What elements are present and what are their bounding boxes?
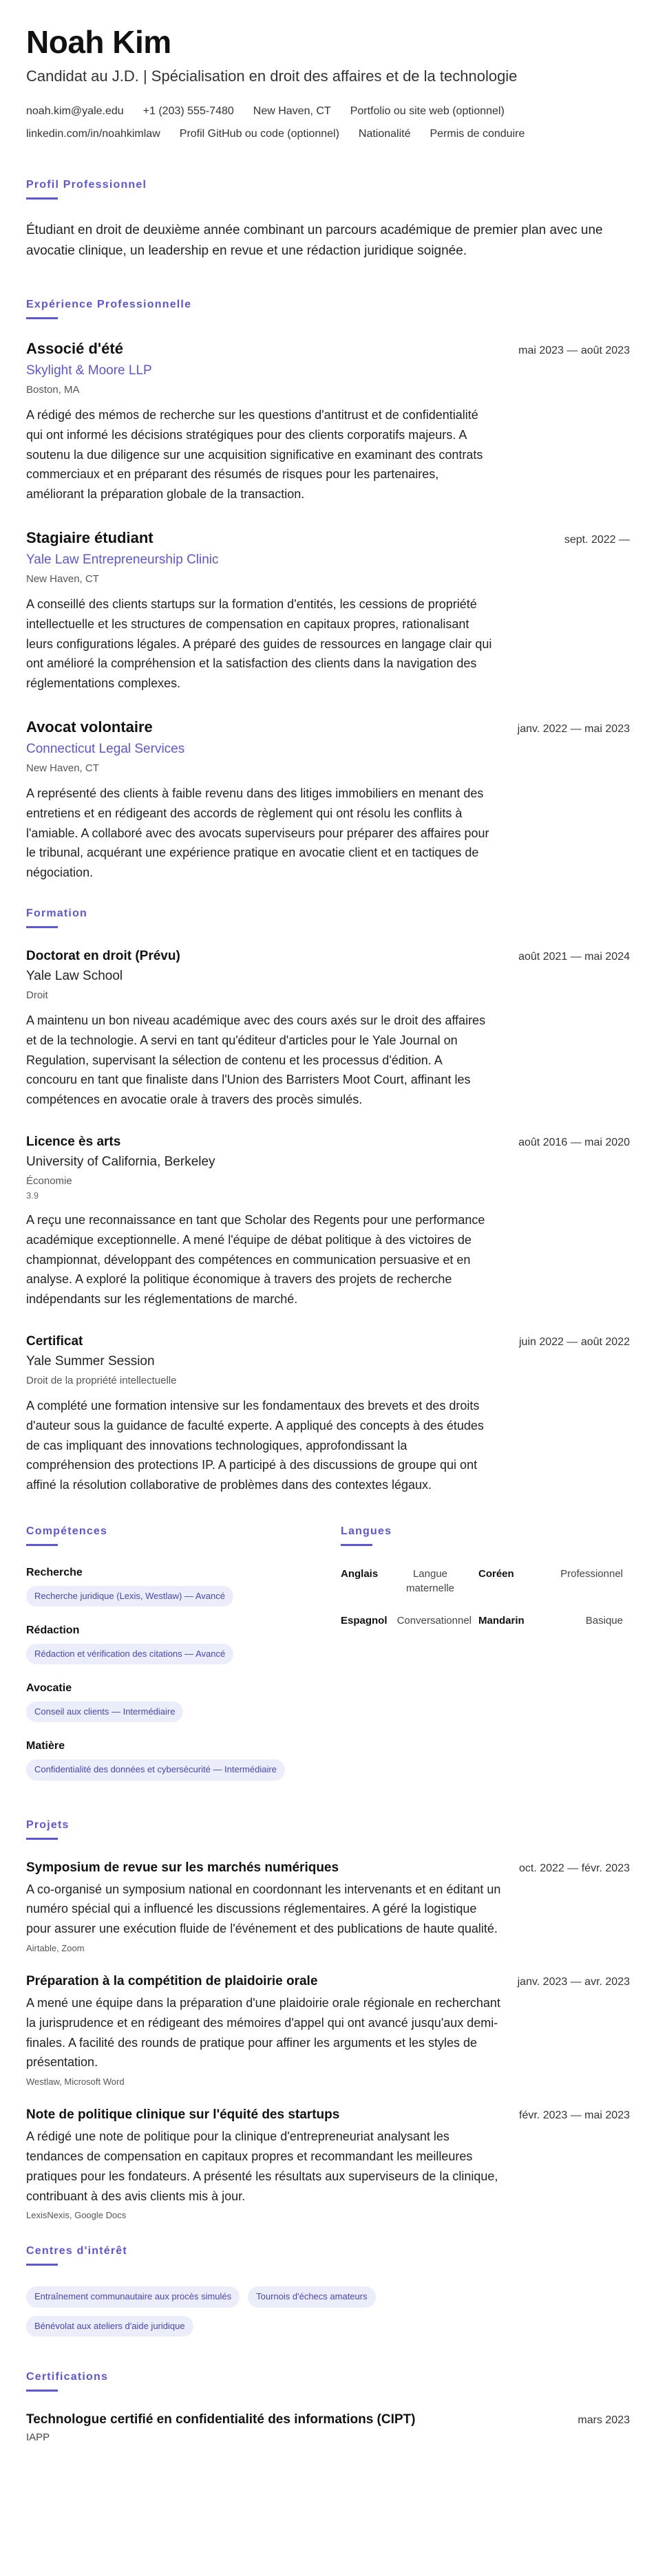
projects-section bbox=[26, 1819, 630, 2221]
project-dates: oct. 2022 — févr. 2023 bbox=[519, 1862, 630, 1874]
job-description: A rédigé des mémos de recherche sur les questions d'antitrust et de confidentialité qui ont informé les décisions stratégiques pour des clients corporatifs majeurs. A soutenu la due diligence sur une acquisition significative en examinant des contrats commerciaux et en préparant des résumés de risques pour les partenaires, améliorant la préparation globale de la transaction. bbox=[26, 408, 483, 502]
section-divider bbox=[26, 1544, 58, 1546]
skill-category: Matière bbox=[26, 1740, 65, 1752]
job-title: Avocat volontaire bbox=[26, 718, 153, 736]
education-entry bbox=[26, 949, 630, 1110]
language-item bbox=[478, 1613, 630, 1628]
project-description: A rédigé une note de politique pour la clinique d'entrepreneuriat analysant les tendances de compensation en capitaux propres et recommandant les meilleures pratiques pour les fondateurs. A présenté les résultats aux superviseurs de la clinique, contribuant à des avis clients mis à jour. bbox=[26, 2129, 498, 2203]
language-item bbox=[341, 1567, 478, 1596]
interests-section bbox=[26, 2245, 630, 2336]
school-name: Yale Law School bbox=[26, 968, 123, 983]
language-name: Espagnol bbox=[341, 1614, 388, 1627]
certification-date: mars 2023 bbox=[578, 2414, 630, 2426]
job-location: Boston, MA bbox=[26, 384, 80, 396]
project-tools: Airtable, Zoom bbox=[26, 1943, 85, 1954]
interest-chip: Bénévolat aux ateliers d'aide juridique bbox=[26, 2316, 193, 2337]
skill-category: Recherche bbox=[26, 1566, 83, 1578]
language-name: Coréen bbox=[478, 1567, 514, 1580]
section-title: Centres d'intérêt bbox=[26, 2245, 127, 2257]
certification-entry bbox=[26, 2412, 630, 2443]
education-entry bbox=[26, 1334, 630, 1495]
language-item bbox=[341, 1613, 478, 1628]
project-description: A co-organisé un symposium national en coordonnant les intervenants et en éditant un numéro spécial qui a influencé les discussions réglementaires. A géré la logistique pour assurer une exécution fluide de l'événement et des publications de haute qualité. bbox=[26, 1882, 501, 1936]
certification-name: Technologue certifié en confidentialité des informations (CIPT) bbox=[26, 2412, 416, 2427]
education-description: A maintenu un bon niveau académique avec des cours axés sur le droit des affaires et de la technologie. A servi en tant qu'éditeur d'articles pour le Yale Journal on Regulation, supervisant la sélection de contenu et les processus d'édition. A concouru en tant que finaliste dans l'Union des Barristers Moot Court, affinant les compétences en avocatie orale à travers des procès simulés. bbox=[26, 1013, 486, 1107]
section-divider bbox=[341, 1544, 372, 1546]
candidate-headline: Candidat au J.D. | Spécialisation en droit des affaires et de la technologie bbox=[26, 67, 518, 85]
job-description: A représenté des clients à faible revenu dans des litiges immobiliers en menant des entretiens et en rédigeant des accords de règlement qui ont résolu les conflits à l'amiable. A collaboré avec des avocats superviseurs pour préparer des affaires pour le tribunal, acquérant une expérience pratique en avocatie client et en tactiques de négociation. bbox=[26, 786, 489, 880]
contact-portfolio[interactable]: Portfolio ou site web (optionnel) bbox=[350, 105, 505, 118]
certification-issuer: IAPP bbox=[26, 2431, 50, 2443]
language-level: Langue maternelle bbox=[405, 1567, 455, 1594]
skill-group bbox=[26, 1682, 315, 1722]
contact-linkedin[interactable]: linkedin.com/in/noahkimlaw bbox=[26, 127, 160, 140]
experience-entry bbox=[26, 340, 630, 504]
section-title: Profil Professionnel bbox=[26, 178, 147, 191]
contact-github[interactable]: Profil GitHub ou code (optionnel) bbox=[179, 127, 339, 140]
interest-chip: Entraînement communautaire aux procès simulés bbox=[26, 2286, 240, 2307]
section-divider bbox=[26, 317, 58, 319]
field-of-study: Économie bbox=[26, 1174, 72, 1187]
degree-dates: juin 2022 — août 2022 bbox=[518, 1335, 630, 1348]
project-tools: LexisNexis, Google Docs bbox=[26, 2210, 127, 2221]
section-title: Formation bbox=[26, 907, 88, 919]
job-location: New Haven, CT bbox=[26, 572, 99, 585]
languages-section bbox=[341, 1525, 630, 1799]
section-title: Expérience Professionnelle bbox=[26, 299, 192, 310]
candidate-name: Noah Kim bbox=[26, 24, 171, 60]
degree-dates: août 2021 — mai 2024 bbox=[518, 950, 630, 963]
job-title: Stagiaire étudiant bbox=[26, 528, 154, 546]
contact-location: New Haven, CT bbox=[253, 105, 331, 118]
skill-group bbox=[26, 1740, 315, 1780]
project-title: Symposium de revue sur les marchés numériques bbox=[26, 1860, 339, 1875]
project-title: Préparation à la compétition de plaidoirie orale bbox=[26, 1974, 318, 1989]
contact-phone[interactable]: +1 (203) 555-7480 bbox=[142, 105, 234, 118]
field-of-study: Droit de la propriété intellectuelle bbox=[26, 1374, 177, 1386]
contact-list bbox=[26, 104, 632, 142]
skill-group bbox=[26, 1567, 315, 1607]
school-name: Yale Summer Session bbox=[26, 1353, 155, 1368]
degree-title: Licence ès arts bbox=[26, 1134, 121, 1149]
project-entry bbox=[26, 2107, 630, 2220]
skill-category: Avocatie bbox=[26, 1682, 72, 1695]
project-tools: Westlaw, Microsoft Word bbox=[26, 2076, 125, 2087]
section-divider bbox=[26, 197, 58, 200]
degree-title: Certificat bbox=[26, 1333, 83, 1349]
job-dates: mai 2023 — août 2023 bbox=[518, 345, 630, 356]
section-divider bbox=[26, 1838, 58, 1840]
section-title: Certifications bbox=[26, 2370, 109, 2383]
employer-name: Connecticut Legal Services bbox=[26, 741, 185, 756]
resume-header bbox=[26, 25, 630, 142]
education-description: A reçu une reconnaissance en tant que Scholar des Regents pour une performance académique exceptionnelle. A mené l'équipe de débat politique à des victoires de championnat, développant des compétences en communication persuasive et en analyse. A exploré la politique économique à travers des projets de recherche indépendants sur les réglementations de marché. bbox=[26, 1212, 485, 1307]
experience-entry bbox=[26, 718, 630, 883]
skill-chip: Conseil aux clients — Intermédiaire bbox=[26, 1702, 183, 1722]
gpa-value: 3.9 bbox=[26, 1190, 39, 1201]
project-entry bbox=[26, 1974, 630, 2087]
education-description: A complété une formation intensive sur les fondamentaux des brevets et des droits d'auteur sous la guidance de faculté experte. A appliqué des concepts à des études de cas impliquant des innovations technologiques, approfondissant la compréhension des protections IP. A participé à des discussions de groupe qui ont affiné la résolution collaborative de problèmes dans des contextes légaux. bbox=[26, 1398, 484, 1492]
skills-section bbox=[26, 1525, 315, 1799]
section-divider bbox=[26, 926, 58, 928]
job-description: A conseillé des clients startups sur la formation d'entités, les cessions de propriété intellectuelle et les structures de compensation en capitaux propres, rationalisant leurs configurations légales. A préparé des guides de ressources en langage clair qui ont amélioré la compréhension et la satisfaction des clients dans la navigation des réglementations complexes. bbox=[26, 597, 492, 691]
interest-chip: Tournois d'échecs amateurs bbox=[248, 2286, 375, 2307]
degree-title: Doctorat en droit (Prévu) bbox=[26, 948, 180, 963]
contact-nationality: Nationalité bbox=[358, 127, 411, 140]
skill-category: Rédaction bbox=[26, 1624, 80, 1637]
project-entry bbox=[26, 1860, 630, 1953]
project-description: A mené une équipe dans la préparation d'une plaidoirie orale régionale en recherchant la jurisprudence et en rédigeant des mémoires d'appel qui ont avancé jusqu'aux demi-finales. A facilité des rounds de pratique pour affiner les arguments et les styles de présentation. bbox=[26, 1996, 500, 2070]
language-item bbox=[478, 1567, 630, 1596]
experience-section bbox=[26, 299, 630, 883]
section-divider bbox=[26, 2264, 58, 2266]
contact-email[interactable]: noah.kim@yale.edu bbox=[26, 105, 124, 118]
contact-driving-license: Permis de conduire bbox=[430, 127, 525, 140]
job-dates: sept. 2022 — bbox=[564, 533, 630, 546]
profile-section bbox=[26, 179, 630, 261]
section-title: Compétences bbox=[26, 1525, 108, 1537]
section-title: Langues bbox=[341, 1525, 392, 1537]
degree-dates: août 2016 — mai 2020 bbox=[518, 1136, 630, 1148]
language-name: Mandarin bbox=[478, 1614, 525, 1627]
employer-name: Skylight & Moore LLP bbox=[26, 363, 152, 378]
project-title: Note de politique clinique sur l'équité des startups bbox=[26, 2107, 340, 2123]
section-divider bbox=[26, 2390, 58, 2392]
education-entry bbox=[26, 1135, 630, 1309]
job-location: New Haven, CT bbox=[26, 762, 99, 774]
language-name: Anglais bbox=[341, 1567, 379, 1580]
field-of-study: Droit bbox=[26, 989, 48, 1001]
experience-entry bbox=[26, 529, 630, 694]
job-dates: janv. 2022 — mai 2023 bbox=[517, 722, 630, 735]
school-name: University of California, Berkeley bbox=[26, 1154, 215, 1169]
skill-chip: Recherche juridique (Lexis, Westlaw) — Avancé bbox=[26, 1586, 233, 1607]
employer-name: Yale Law Entrepreneurship Clinic bbox=[26, 552, 219, 567]
skill-group bbox=[26, 1624, 315, 1664]
section-title: Projets bbox=[26, 1818, 70, 1831]
language-level: Conversationnel bbox=[396, 1614, 472, 1627]
project-dates: févr. 2023 — mai 2023 bbox=[519, 2110, 630, 2122]
language-level: Basique bbox=[585, 1614, 623, 1627]
language-level: Professionnel bbox=[560, 1567, 623, 1580]
certifications-section bbox=[26, 2371, 630, 2443]
job-title: Associé d'été bbox=[26, 340, 123, 357]
project-dates: janv. 2023 — avr. 2023 bbox=[517, 1976, 630, 1988]
skill-chip: Confidentialité des données et cybersécurité — Intermédiaire bbox=[26, 1759, 285, 1780]
skills-languages-row bbox=[26, 1525, 630, 1799]
education-section bbox=[26, 908, 630, 1495]
profile-summary: Étudiant en droit de deuxième année combinant un parcours académique de premier plan avec une avocatie clinique, un leadership en revue et une rédaction juridique soignée. bbox=[26, 222, 603, 258]
skill-chip: Rédaction et vérification des citations — Avancé bbox=[26, 1644, 233, 1664]
